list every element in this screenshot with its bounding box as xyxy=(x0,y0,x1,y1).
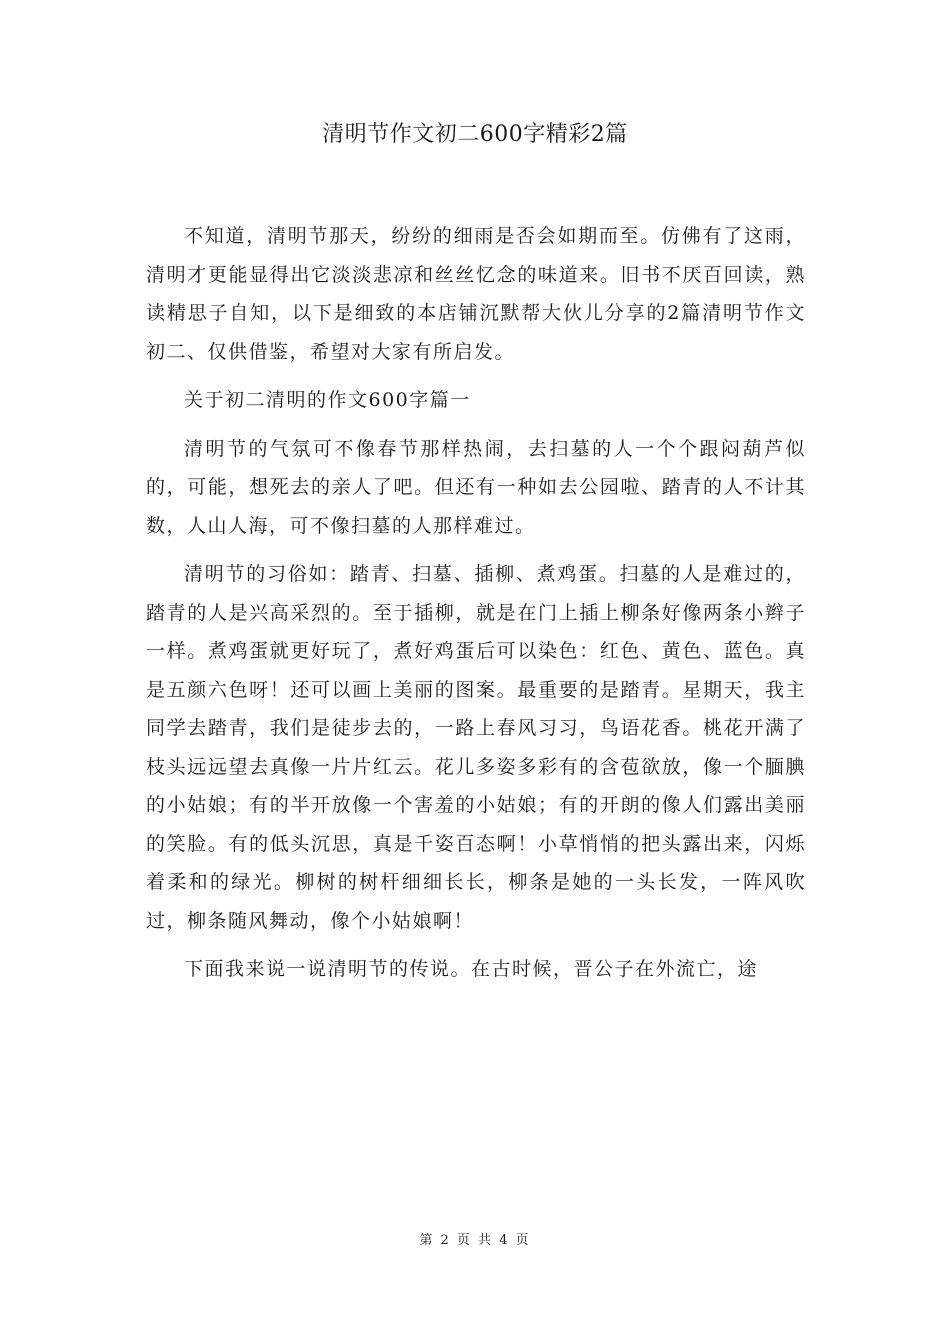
section-heading: 关于初二清明的作文600字篇一 xyxy=(184,389,471,411)
document-body xyxy=(146,217,806,989)
intro-paragraph: 不知道，清明节那天，纷纷的细雨是否会如期而至。仿佛有了这雨，清明才更能显得出它淡淡悲凉和丝丝忆念的味道来。旧书不厌百回读，熟读精思子自知，以下是细致的本店铺沉默帮大伙儿分享的2篇清明节作文初二、仅供借鉴，希望对大家有所启发。 xyxy=(146,225,806,363)
document-title: 清明节作文初二600字精彩2篇 xyxy=(322,122,628,147)
body-paragraph: 下面我来说一说清明节的传说。在古时候，晋公子在外流亡，途 xyxy=(184,958,759,980)
body-paragraph: 清明节的习俗如：踏青、扫墓、插柳、煮鸡蛋。扫墓的人是难过的，踏青的人是兴高采烈的。至于插柳，就是在门上插上柳条好像两条小辫子一样。煮鸡蛋就更好玩了，煮好鸡蛋后可以染色：红色、黄色、蓝色。真是五颜六色呀！还可以画上美丽的图案。最重要的是踏青。星期天，我主同学去踏青，我们是徒步去的，一路上春风习习，鸟语花香。桃花开满了枝头远远望去真像一片片红云。花儿多姿多彩有的含苞欲放，像一个腼腆的小姑娘；有的半开放像一个害羞的小姑娘；有的开朗的像人们露出美丽的笑脸。有的低头沉思，真是千姿百态啊！小草悄悄的把头露出来，闪烁着柔和的绿光。柳树的树杆细细长长，柳条是她的一头长发，一阵风吹过，柳条随风舞动，像个小姑娘啊！ xyxy=(146,563,806,932)
body-paragraph: 清明节的气氛可不像春节那样热闹，去扫墓的人一个个跟闷葫芦似的，可能，想死去的亲人了吧。但还有一种如去公园啦、踏青的人不计其数，人山人海，可不像扫墓的人那样难过。 xyxy=(146,437,806,537)
page-footer: 第 2 页 共 4 页 xyxy=(419,1233,531,1248)
